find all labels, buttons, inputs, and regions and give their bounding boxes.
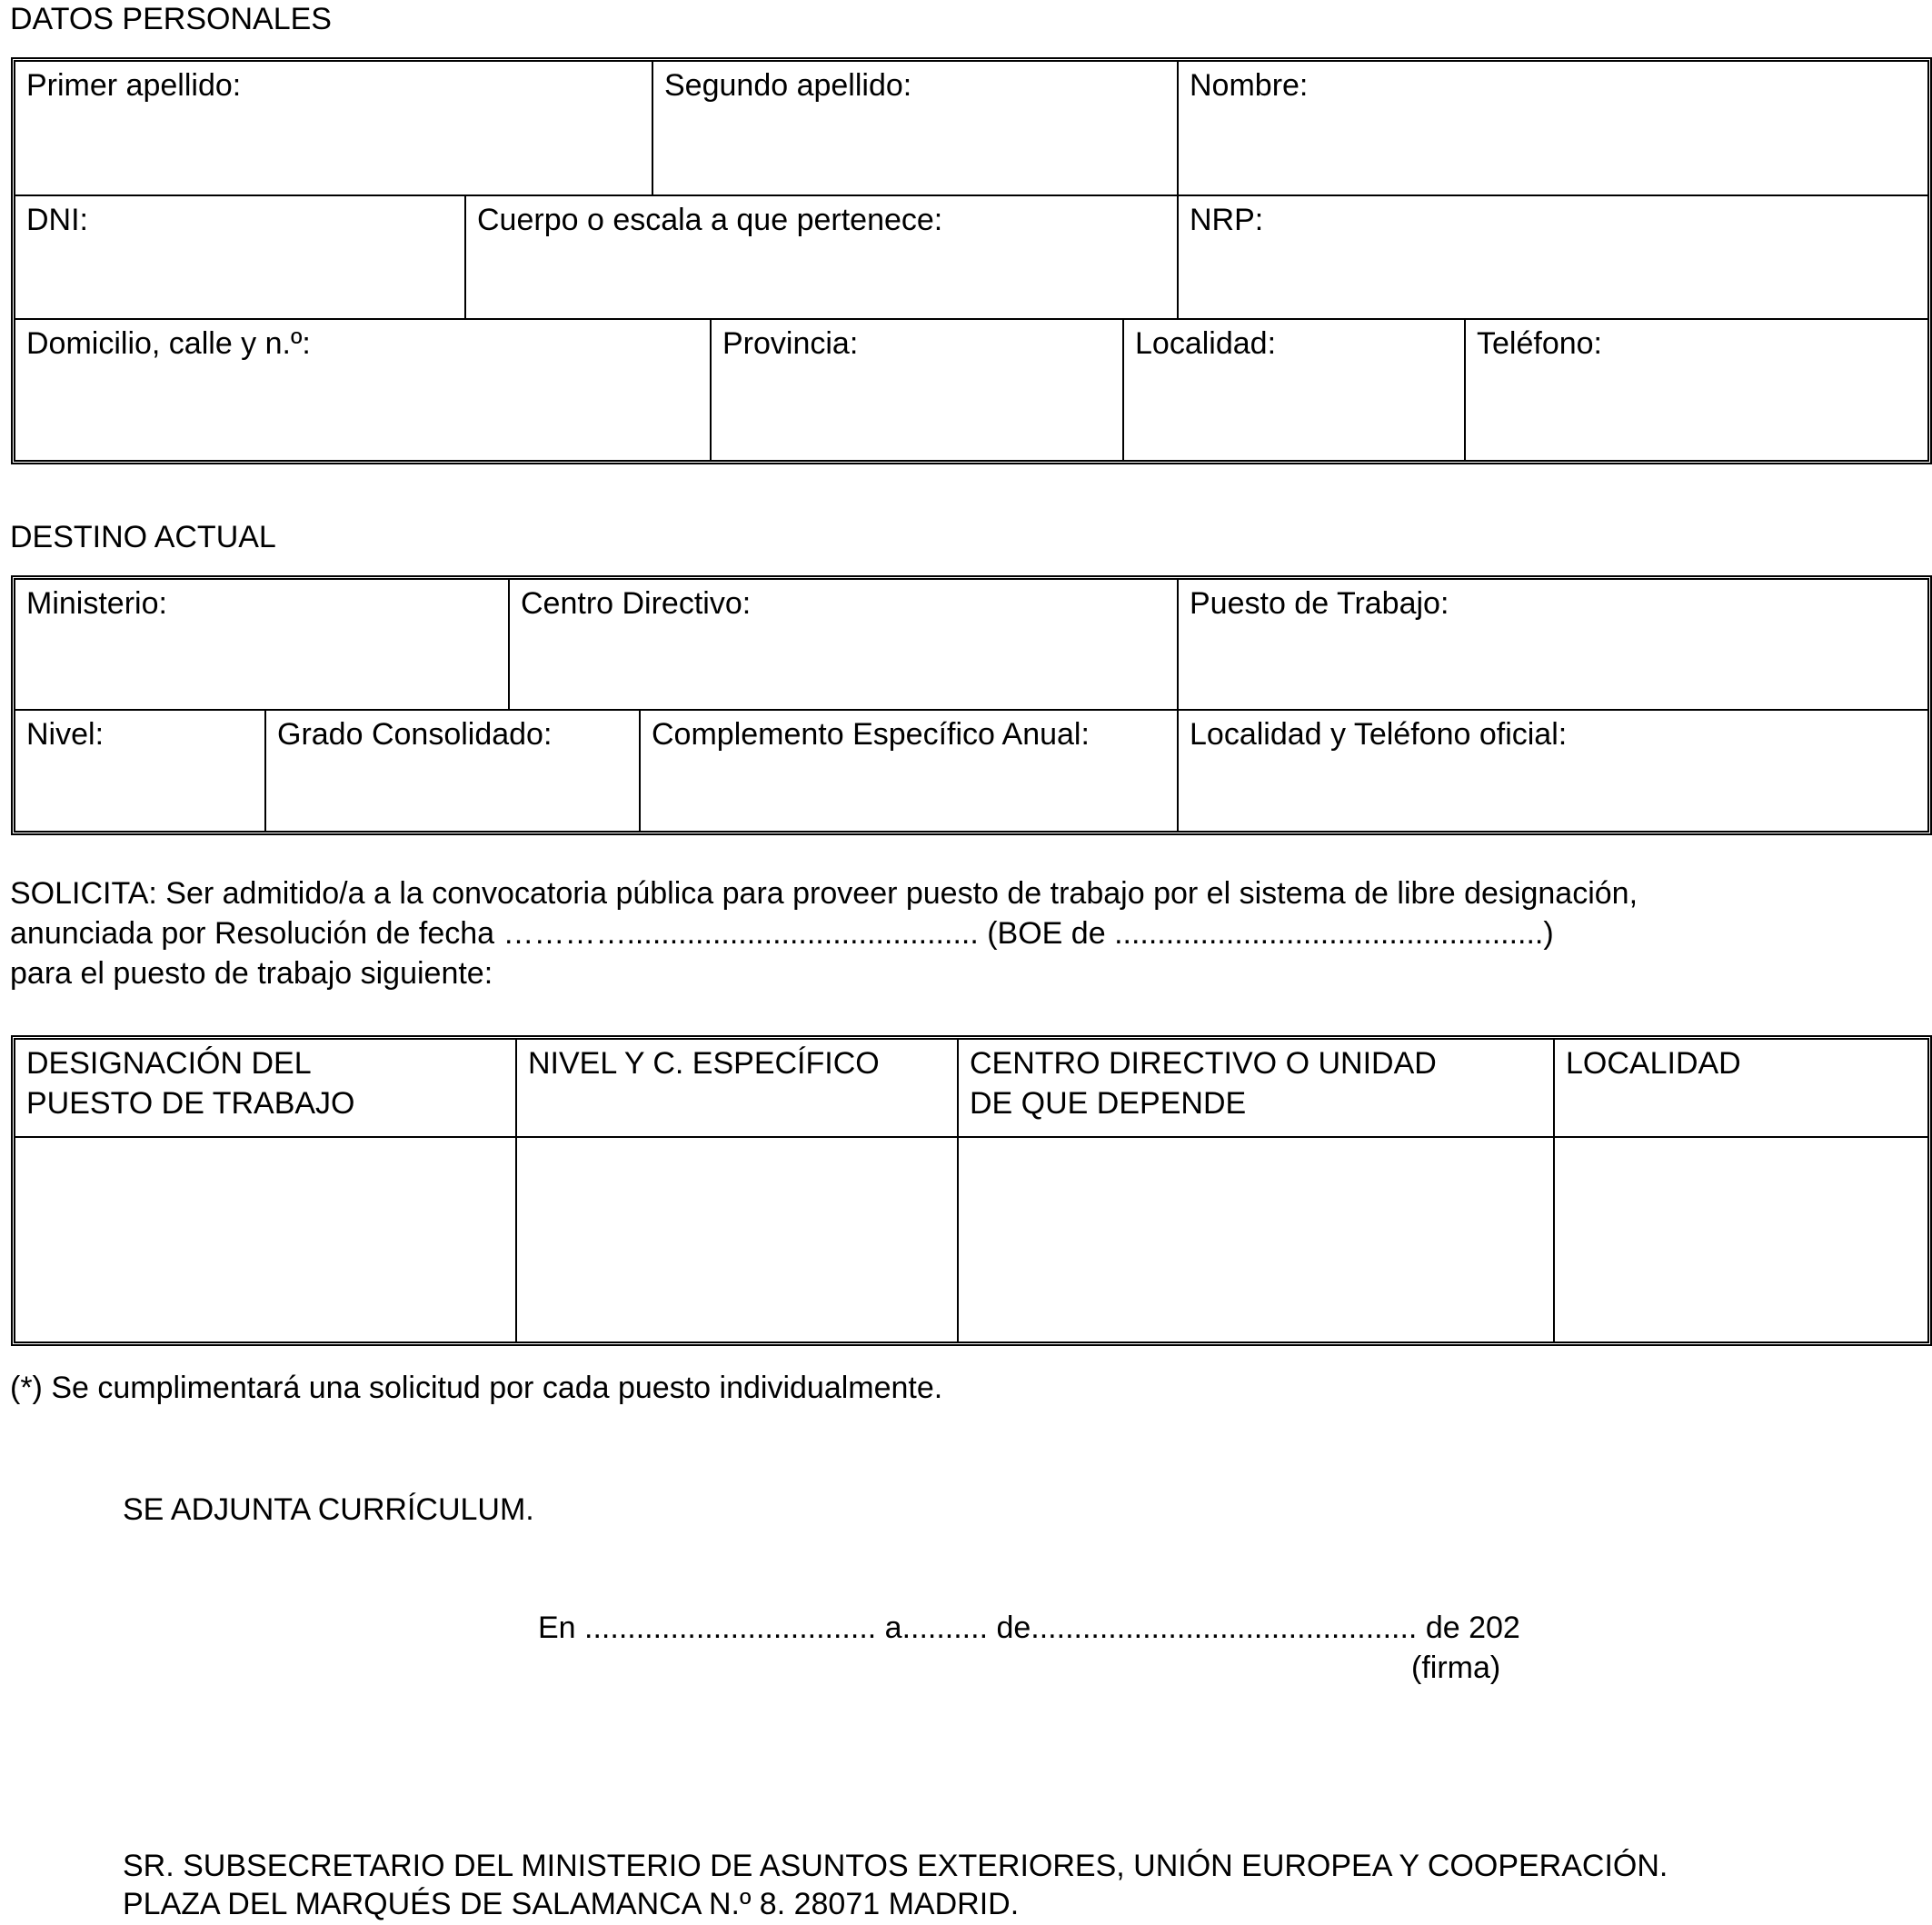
localidad-label: Localidad: <box>1135 326 1277 361</box>
localidad-input-cell[interactable] <box>1555 1138 1927 1342</box>
nivel-input-cell[interactable] <box>517 1138 957 1342</box>
header-centro-line-2: DE QUE DEPENDE <box>970 1085 1247 1121</box>
segundo-apellido-field[interactable] <box>653 62 1177 194</box>
fecha-linea: En .................................. a.......... de............................................. de 202 <box>538 1611 1520 1645</box>
puesto-trabajo-field[interactable] <box>1179 580 1927 709</box>
header-centro <box>959 1040 1553 1136</box>
cuerpo-label: Cuerpo o escala a que pertenece: <box>477 203 943 237</box>
segundo-apellido-label: Segundo apellido: <box>664 68 912 103</box>
domicilio-label: Domicilio, calle y n.º: <box>26 326 311 361</box>
solicita-line-2: anunciada por Resolución de fecha …………......................................... (BOE de ..................................................) <box>10 916 1554 951</box>
header-designacion-line-2: PUESTO DE TRABAJO <box>26 1085 355 1121</box>
destino-actual-heading: DESTINO ACTUAL <box>10 520 276 554</box>
designacion-input-cell[interactable] <box>15 1138 515 1342</box>
localidad-field[interactable] <box>1124 320 1464 460</box>
nrp-label: NRP: <box>1190 203 1264 237</box>
header-nivel-line-1: NIVEL Y C. ESPECÍFICO <box>528 1046 880 1081</box>
header-localidad <box>1555 1040 1927 1136</box>
header-designacion <box>15 1040 515 1136</box>
cuerpo-field[interactable] <box>466 196 1177 318</box>
nombre-field[interactable] <box>1179 62 1927 194</box>
localidad-telefono-field[interactable] <box>1179 711 1927 831</box>
destinatario-line-2: PLAZA DEL MARQUÉS DE SALAMANCA N.º 8. 28071 MADRID. <box>123 1887 1020 1921</box>
destino-actual-table <box>11 575 1932 835</box>
solicita-line-1: SOLICITA: Ser admitido/a a la convocatoria pública para proveer puesto de trabajo por el sistema de libre designación, <box>10 876 1638 911</box>
localidad-telefono-label: Localidad y Teléfono oficial: <box>1190 717 1568 752</box>
provincia-field[interactable] <box>712 320 1122 460</box>
solicita-line-3: para el puesto de trabajo siguiente: <box>10 956 493 991</box>
nota-text: (*) Se cumplimentará una solicitud por cada puesto individualmente. <box>10 1371 943 1405</box>
complemento-label: Complemento Específico Anual: <box>652 717 1090 752</box>
ministerio-field[interactable] <box>15 580 508 709</box>
datos-personales-heading: DATOS PERSONALES <box>10 2 332 36</box>
provincia-label: Provincia: <box>722 326 859 361</box>
grado-label: Grado Consolidado: <box>277 717 553 752</box>
nrp-field[interactable] <box>1179 196 1927 318</box>
dni-field[interactable] <box>15 196 464 318</box>
header-designacion-line-1: DESIGNACIÓN DEL <box>26 1046 312 1081</box>
datos-personales-table <box>11 57 1932 464</box>
puesto-table <box>11 1035 1932 1346</box>
ministerio-label: Ministerio: <box>26 586 167 621</box>
primer-apellido-label: Primer apellido: <box>26 68 242 103</box>
primer-apellido-field[interactable] <box>15 62 652 194</box>
telefono-field[interactable] <box>1466 320 1927 460</box>
adjunta-text: SE ADJUNTA CURRÍCULUM. <box>123 1492 534 1527</box>
nivel-field[interactable] <box>15 711 264 831</box>
telefono-label: Teléfono: <box>1477 326 1602 361</box>
centro-directivo-field[interactable] <box>510 580 1177 709</box>
header-nivel <box>517 1040 957 1136</box>
complemento-field[interactable] <box>641 711 1177 831</box>
nivel-label: Nivel: <box>26 717 105 752</box>
nombre-label: Nombre: <box>1190 68 1309 103</box>
centro-directivo-label: Centro Directivo: <box>521 586 752 621</box>
firma-label: (firma) <box>1411 1651 1501 1685</box>
puesto-trabajo-label: Puesto de Trabajo: <box>1190 586 1449 621</box>
header-localidad-line-1: LOCALIDAD <box>1566 1046 1741 1081</box>
destinatario-line-1: SR. SUBSECRETARIO DEL MINISTERIO DE ASUNTOS EXTERIORES, UNIÓN EUROPEA Y COOPERACIÓN. <box>123 1849 1668 1883</box>
header-centro-line-1: CENTRO DIRECTIVO O UNIDAD <box>970 1046 1437 1081</box>
dni-label: DNI: <box>26 203 88 237</box>
domicilio-field[interactable] <box>15 320 710 460</box>
grado-field[interactable] <box>266 711 639 831</box>
centro-input-cell[interactable] <box>959 1138 1553 1342</box>
